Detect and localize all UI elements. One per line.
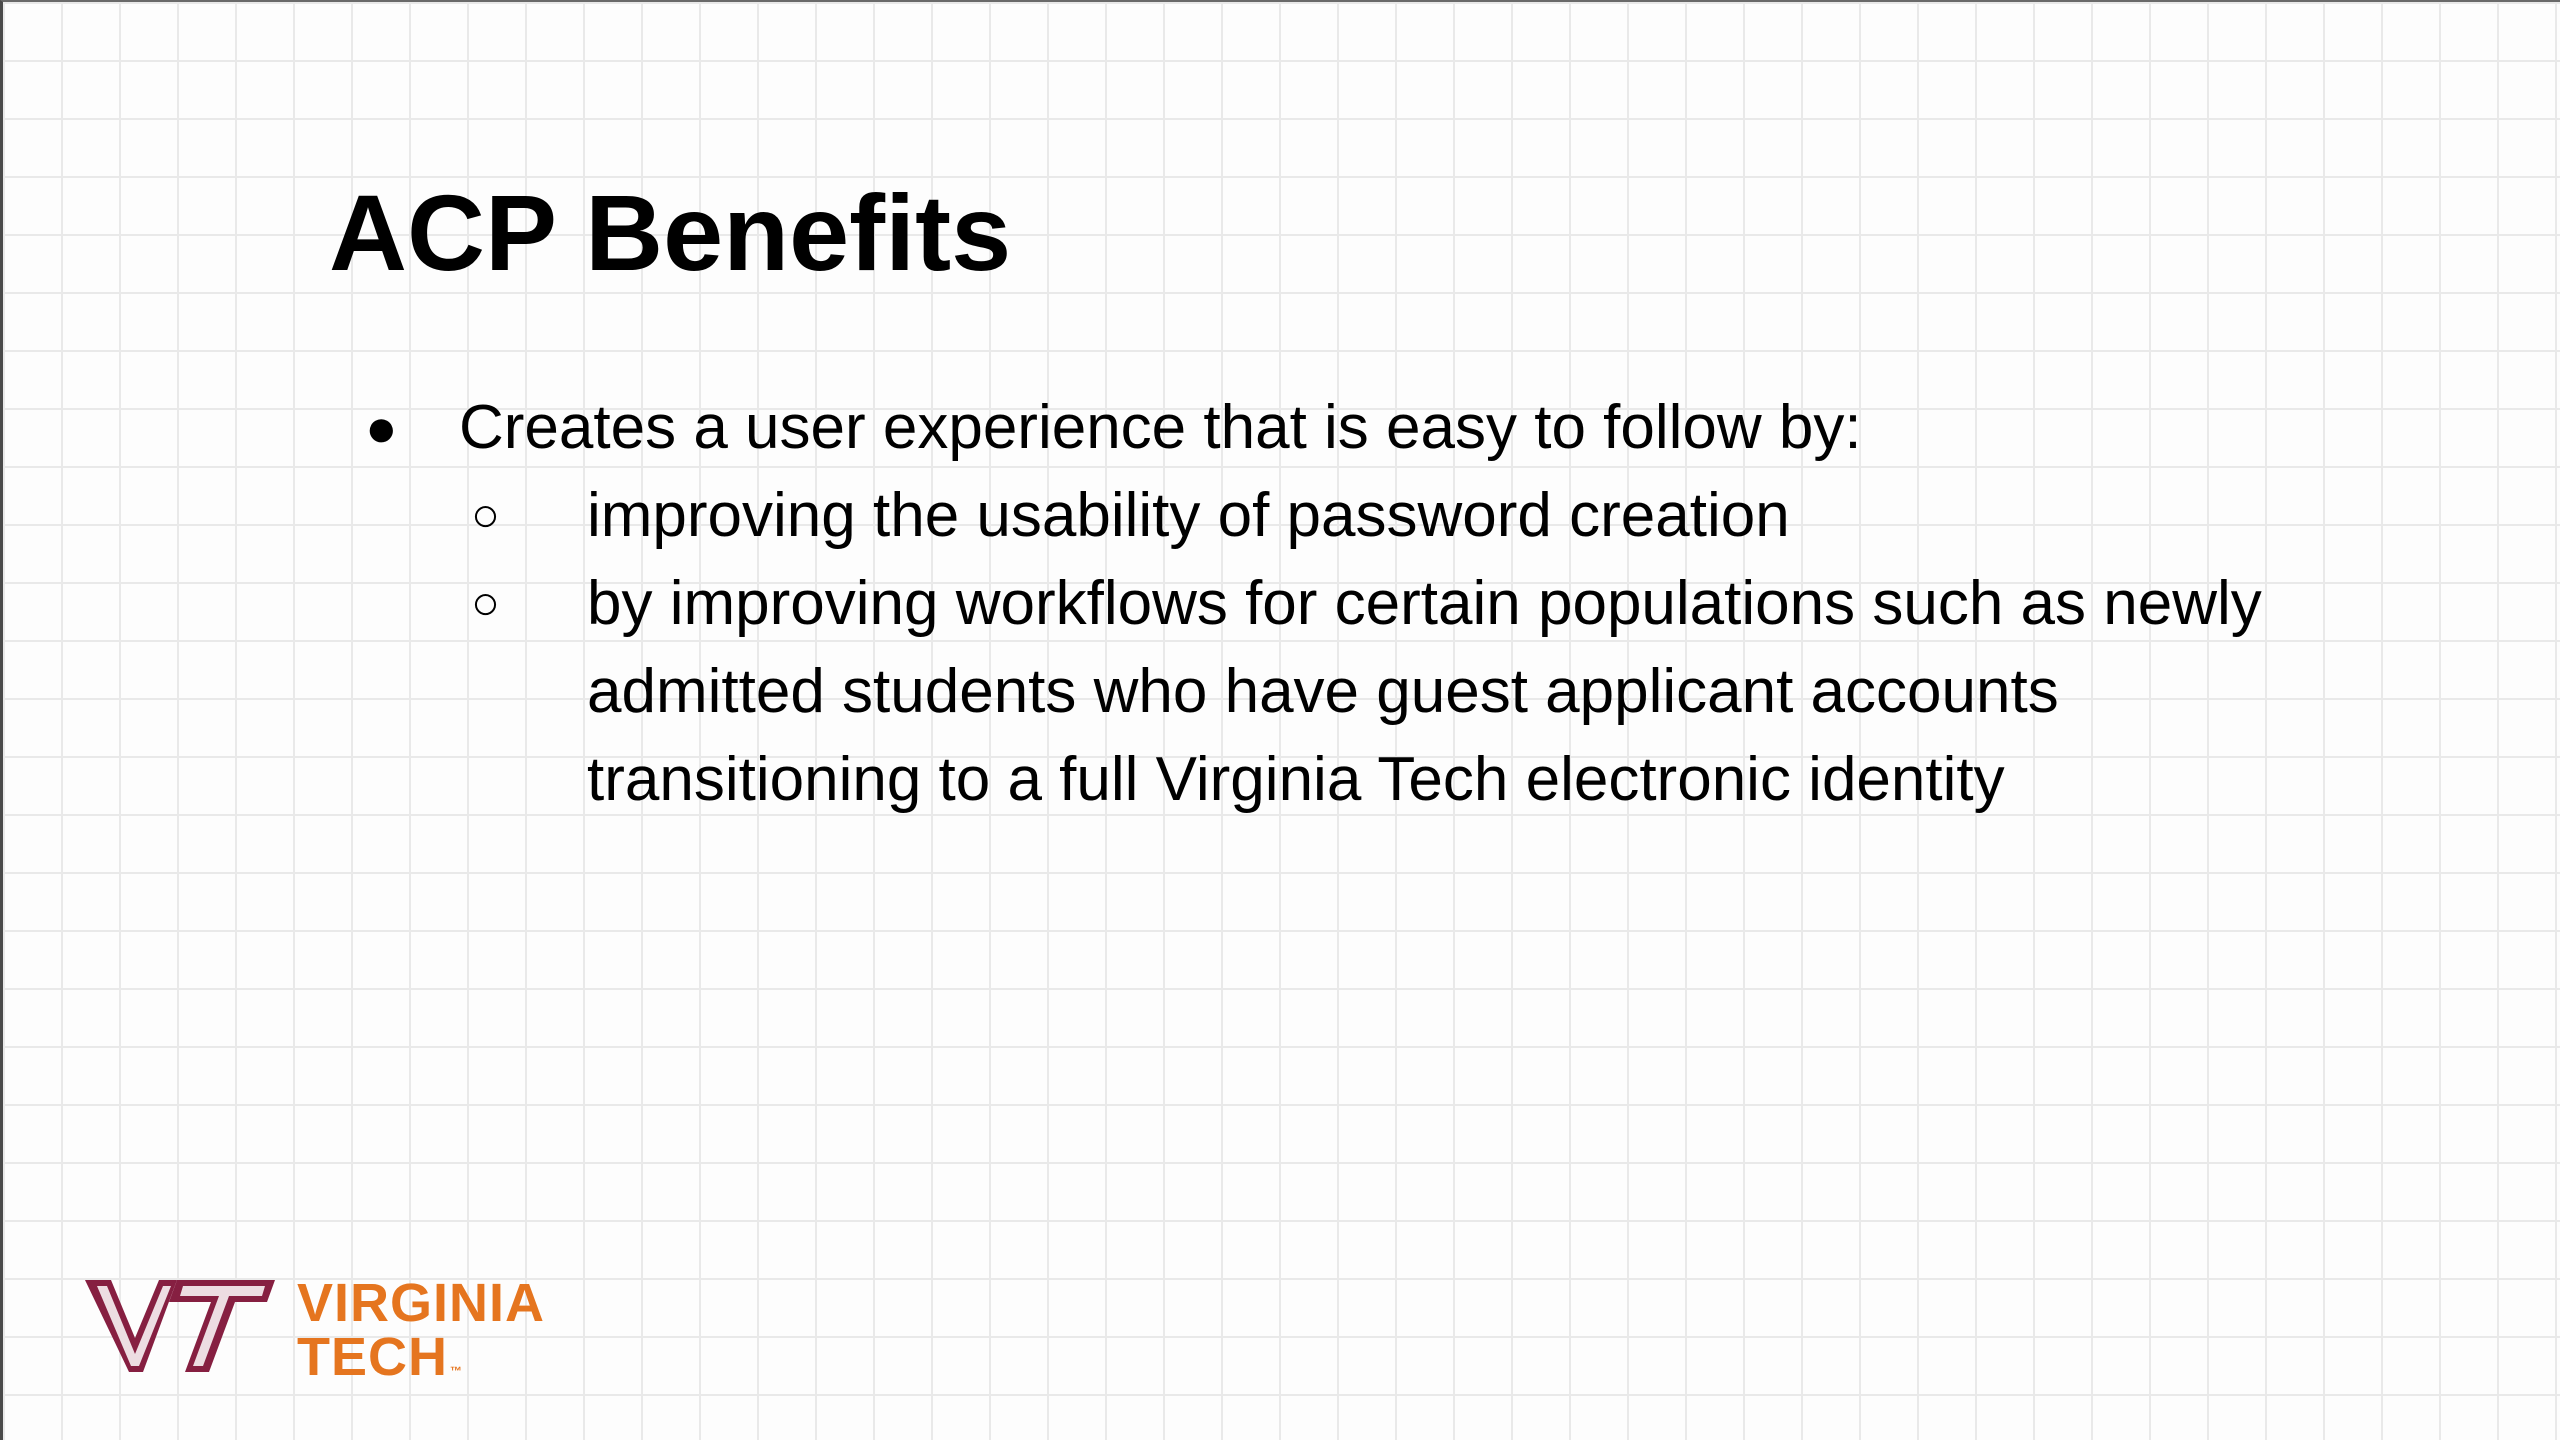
bullet-text: Creates a user experience that is easy to follow by: [459, 393, 1862, 462]
sub-bullet-marker: ○ [471, 577, 500, 630]
sub-bullet-item [459, 560, 2353, 824]
vt-monogram-icon [85, 1280, 275, 1376]
logo-line-tech [297, 1327, 545, 1398]
logo-tech-text: TECH [297, 1327, 448, 1387]
sub-bullet-list [459, 472, 2353, 824]
sub-bullet-item [459, 472, 2353, 560]
bullet-marker: ● [365, 398, 398, 458]
logo-wordmark [297, 1273, 546, 1398]
trademark-symbol: ™ [450, 1364, 463, 1378]
sub-bullet-text: by improving workflows for certain populations such as newly admitted students who have guest applicant accounts transitioning to a full Virginia Tech electronic identity [587, 569, 2262, 814]
virginia-tech-logo [85, 1273, 585, 1387]
bullet-item [353, 384, 2353, 824]
sub-bullet-marker: ○ [471, 489, 500, 542]
slide-title: ACP Benefits [329, 172, 1012, 293]
logo-line-virginia: VIRGINIA [297, 1273, 546, 1333]
bullet-list [353, 384, 2353, 824]
sub-bullet-text: improving the usability of password creation [587, 481, 1790, 550]
